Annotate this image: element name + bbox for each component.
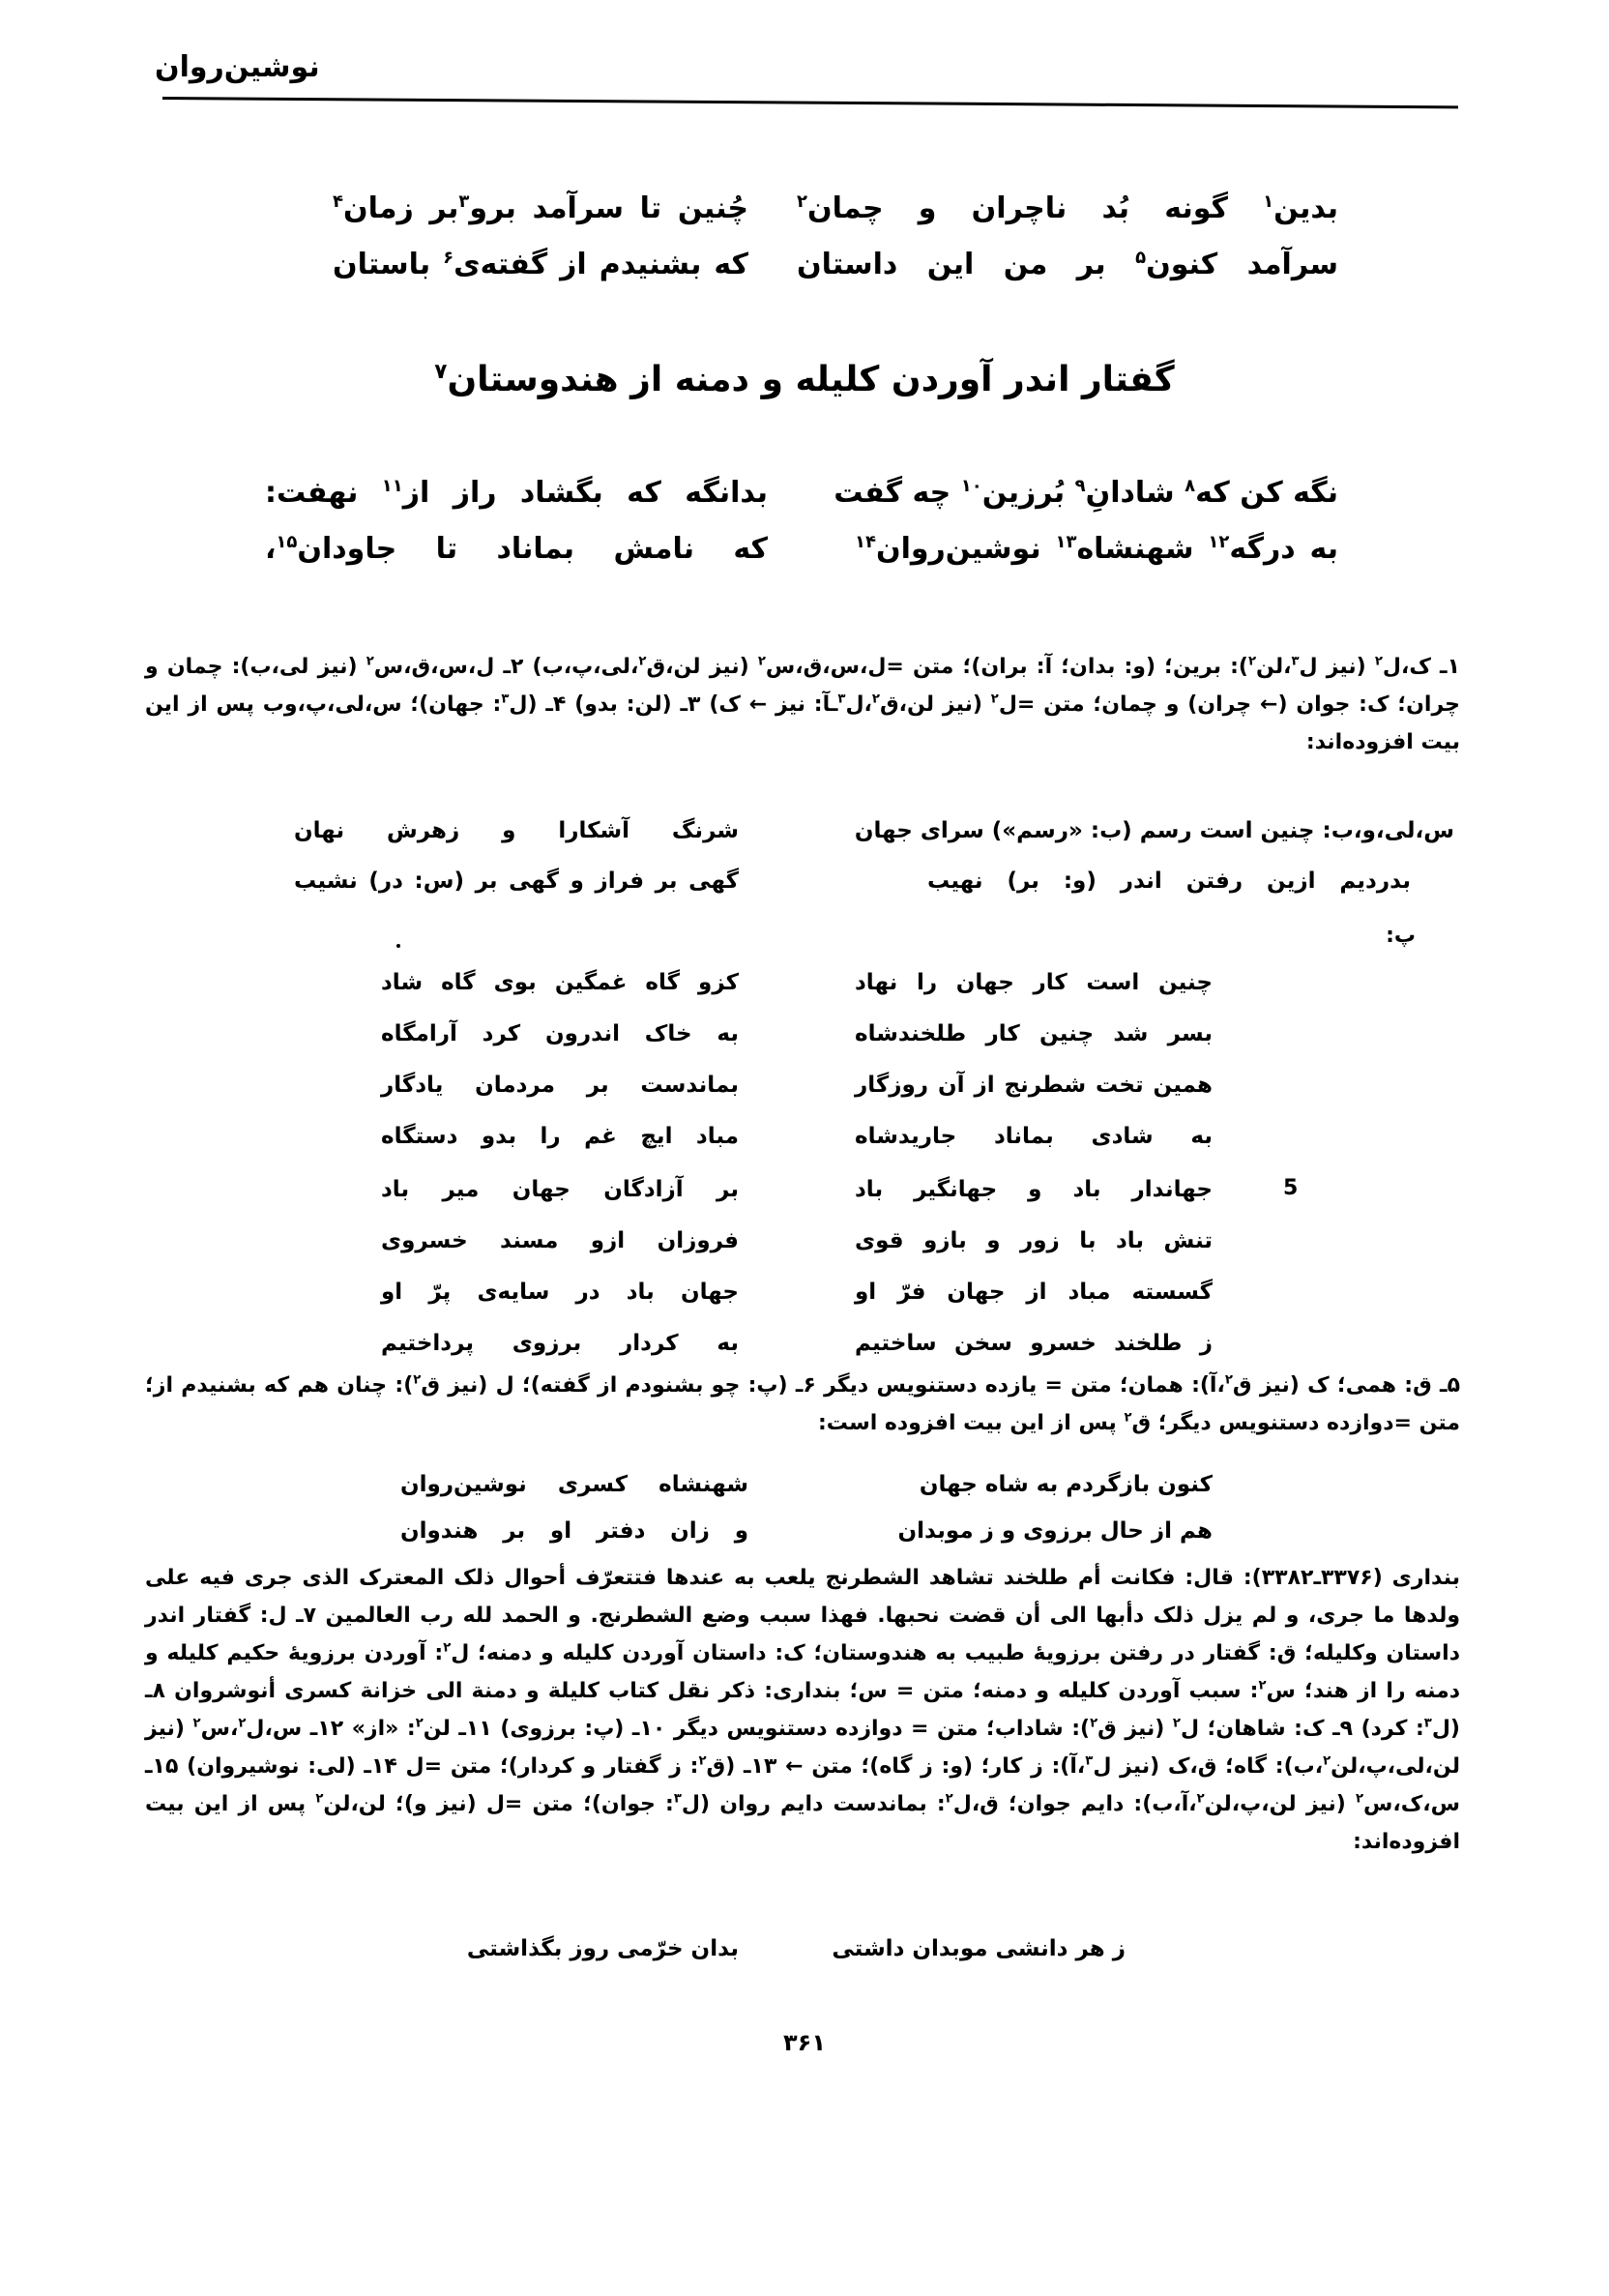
right-hemistich: گسسته مباد از جهان فرّ او <box>855 1280 1213 1305</box>
left-hemistich: مباد ایچ غم را بدو دستگاه <box>381 1124 739 1149</box>
page-number: ۳۶۱ <box>783 2029 826 2056</box>
header-rule-divider <box>162 97 1458 108</box>
section-heading: گفتار اندر آوردن کلیله و دمنه از هندوستان$^۷$ <box>434 360 1175 399</box>
left-hemistich: بدانگه که بگشاد راز از$^{۱۱}$ نهفت: <box>265 476 768 510</box>
left-hemistich: فروزان ازو مسند خسروی <box>381 1228 739 1253</box>
left-hemistich: که بشنیدم از گفته‌ی$^۶$ باستان <box>333 248 748 281</box>
right-hemistich: کنون بازگردم به شاه جهان <box>919 1472 1213 1497</box>
couplet <box>0 186 1609 232</box>
right-hemistich: بدین$^۱$ گونه بُد ناچران و چمان$^۲$ <box>797 191 1338 225</box>
footnote-couplet <box>0 863 1609 899</box>
right-hemistich: همین تخت شطرنج از آن روزگار <box>855 1073 1213 1098</box>
couplet <box>0 526 1609 573</box>
couplet <box>0 470 1609 516</box>
left-hemistich: گهی بر فراز و گهی بر (س: در) نشیب <box>294 868 739 894</box>
left-hemistich: بدان خرّمی روز بگذاشتی <box>466 1936 739 1961</box>
left-hemistich: شرنگ آشکارا و زهرش نهان <box>294 818 739 843</box>
right-hemistich: بدردیم ازین رفتن اندر (و: بر) نهیب <box>927 868 1411 894</box>
couplet <box>0 242 1609 288</box>
right-hemistich: نگه کن که$^۸$ شادانِ$^۹$ بُرزین$^{۱۰}$ چه گفت <box>834 476 1338 510</box>
right-hemistich: س،لی،و،ب: چنین است رسم (ب: «رسم») سرای جهان <box>854 818 1454 843</box>
left-hemistich: به خاک اندرون کرد آرامگاه <box>381 1021 739 1046</box>
right-hemistich: سرآمد کنون$^۵$ بر من این داستان <box>797 248 1338 281</box>
footnote-paragraph: ۵ـ ق: همی؛ ک (نیز ق$^۲$،آ): همان؛ متن = یازده دستنویس دیگر ۶ـ (پ: چو بشنودم از گفته)؛ ل (نیز ق$^۲$): چنان هم که بشنیدم از؛ متن =دوازده دستنویس دیگر؛ ق$^۲$ پس از این بیت افزوده است: <box>145 1372 1461 1435</box>
speck <box>396 944 400 948</box>
footnote-couplet <box>0 812 1609 849</box>
right-hemistich: به درگه$^{۱۲}$ شهنشاه$^{۱۳}$ نوشین‌روان$^{۱۴}$ <box>855 532 1338 566</box>
footnote-paragraph: بنداری (۳۳۷۶ـ۳۳۸۲): قال: فکانت أم طلخند تشاهد الشطرنج یلعب به عندها فتتعرّف أحوال ذلک المعترک الذی جری فیه علی ولدها ما جری، و لم یزل ذلک دأبها الی أن قضت نحبها. فهذا سبب وضع الشطرنج. و الحمد لله رب العالمین ۷ـ ل: گفتار اندر داستان وکلیله؛ ق: گفتار در رفتن برزویهٔ طبیب به هندوستان؛ ک: داستان آوردن کلیله و دمنه؛ ل$^۲$: آوردن برزویهٔ حکیم کلیله و دمنه را از هند؛ س$^۲$: سبب آوردن کلیله و دمنه؛ متن = س؛ بنداری: ذکر نقل کتاب کلیلة و دمنة الی خزانة کسری أنوشروان ۸ـ (ل$^۳$: کرد) ۹ـ ک: شاهان؛ ل$^۲$ (نیز ق$^۲$): شاداب؛ متن = دوازده دستنویس دیگر ۱۰ـ (پ: برزوی) ۱۱ـ لن$^۲$: «از» ۱۲ـ س،ل$^۲$،س$^۲$ (نیز لن،لی،پ،لن$^۲$،ب): گاه؛ ق،ک (نیز ل$^۳$،آ): ز کار؛ (و: ز گاه)؛ متن ← ۱۳ـ (ق$^۲$: ز گفتار و کردار)؛ متن =ل ۱۴ـ (لی: نوشیروان) ۱۵ـ س،ک،س$^۲$ (نیز لن،پ،لن$^۲$،آ،ب): دایم جوان؛ ق،ل$^۲$: بماندست دایم روان (ل$^۳$: جوان)؛ متن =ل (نیز و)؛ لن،لن$^۲$ پس از این بیت افزوده‌اند: <box>145 1566 1460 1854</box>
left-hemistich: چُنین تا سرآمد برو$^۳$بر زمان$^۴$ <box>333 191 748 225</box>
right-hemistich: چنین است کار جهان را نهاد <box>855 970 1213 995</box>
right-hemistich: ز هر دانشی موبدان داشتی <box>832 1936 1126 1961</box>
left-hemistich: جهان باد در سایه‌ی پرّ او <box>381 1280 739 1305</box>
running-head: نوشین‌روان <box>155 50 320 84</box>
variant-label: س،لی،و،ب: <box>1322 818 1454 843</box>
left-hemistich: به کردار برزوی پرداختیم <box>381 1331 739 1356</box>
left-hemistich: که نامش بماناد تا جاودان$^{۱۵}$، <box>265 532 768 566</box>
variant-label: پ: <box>1386 924 1416 948</box>
verse-number: 5 <box>1283 1176 1299 1200</box>
right-hemistich: ز طلخند خسرو سخن ساختیم <box>855 1331 1213 1356</box>
right-hemistich: به شادی بماناد جاریدشاه <box>855 1124 1213 1149</box>
right-hemistich: هم از حال برزوی و ز موبدان <box>897 1518 1213 1544</box>
left-hemistich: و زان دفتر او بر هندوان <box>400 1518 748 1544</box>
left-hemistich: کزو گاه غمگین بوی گاه شاد <box>381 970 739 995</box>
right-hemistich: بسر شد چنین کار طلخندشاه <box>855 1021 1213 1046</box>
footnote-paragraph: ۱ـ ک،ل$^۲$ (نیز ل$^۳$،لن$^۲$): برین؛ (و: بدان؛ آ: بران)؛ متن =ل،س،ق،س$^۲$ (نیز لن،ق$^۲$،لی،پ،ب) ۲ـ ل،س،ق،س$^۲$ (نیز لی،ب): چمان و چران؛ ک: جوان (← چران) و چمان؛ متن =ل$^۲$ (نیز لن،ق$^۲$،ل$^۳$ـآ: نیز ← ک) ۳ـ (لن: بدو) ۴ـ (ل$^۳$: جهان)؛ س،لی،پ،وب پس از این بیت افزوده‌اند: <box>145 654 1461 754</box>
right-hemistich: تنش باد با زور و بازو قوی <box>855 1228 1213 1253</box>
left-hemistich: شهنشاه کسری نوشین‌روان <box>400 1472 748 1497</box>
left-hemistich: بر آزادگان جهان میر باد <box>381 1177 739 1202</box>
right-hemistich: جهاندار باد و جهانگیر باد <box>855 1177 1213 1202</box>
left-hemistich: بماندست بر مردمان یادگار <box>381 1073 739 1098</box>
